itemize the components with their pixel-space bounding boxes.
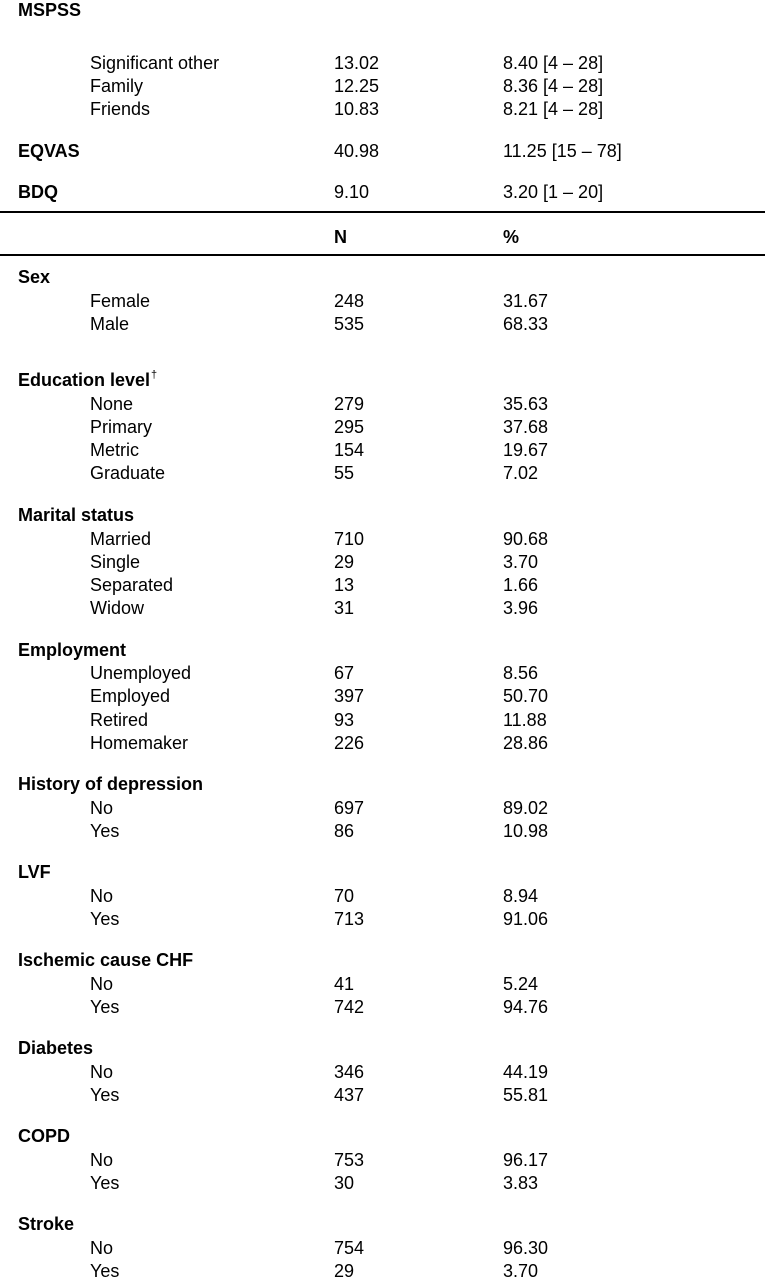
cell-value-1: 67 bbox=[334, 663, 355, 683]
cell-value-2: 96.30 bbox=[503, 1238, 549, 1258]
cell-value-1: 226 bbox=[334, 733, 365, 753]
row-label bbox=[90, 661, 191, 685]
row-label-text: No bbox=[90, 798, 114, 818]
row-label-text: Widow bbox=[90, 598, 145, 618]
cell-value-2: 94.76 bbox=[503, 997, 549, 1017]
footnote-marker: † bbox=[151, 369, 158, 381]
cell-value-1: 710 bbox=[334, 529, 365, 549]
cell-value-2: 19.67 bbox=[503, 440, 549, 460]
row-label-text: Homemaker bbox=[90, 733, 189, 753]
row-label bbox=[90, 312, 129, 336]
cell-value-2: 7.02 bbox=[503, 463, 539, 483]
row-label-text: Sex bbox=[18, 267, 51, 287]
row-label-text: No bbox=[90, 974, 114, 994]
cell-value-1: 29 bbox=[334, 552, 355, 572]
cell-value-1: 55 bbox=[334, 463, 355, 483]
table-row bbox=[0, 312, 765, 336]
table-section-row bbox=[0, 503, 765, 527]
column-header-row bbox=[0, 225, 765, 249]
table-row bbox=[0, 573, 765, 597]
row-label-text: Female bbox=[90, 291, 151, 311]
row-label-text: Metric bbox=[90, 440, 139, 460]
cell-value-2: 11.25 [15 – 78] bbox=[503, 141, 622, 161]
section-label bbox=[18, 368, 157, 392]
row-label-text: Married bbox=[90, 529, 152, 549]
row-label bbox=[90, 438, 139, 462]
section-label bbox=[18, 772, 203, 796]
row-label bbox=[90, 1171, 119, 1195]
table-section-row bbox=[0, 368, 765, 392]
row-label bbox=[90, 819, 119, 843]
table-row bbox=[0, 884, 765, 908]
table-row bbox=[0, 1236, 765, 1260]
cell-value-1: 437 bbox=[334, 1085, 365, 1105]
row-label bbox=[90, 415, 152, 439]
row-label bbox=[90, 527, 151, 551]
cell-value-2: 3.70 bbox=[503, 1261, 539, 1281]
row-label-text: COPD bbox=[18, 1126, 71, 1146]
cell-value-1: 31 bbox=[334, 598, 355, 618]
cell-value-1: 40.98 bbox=[334, 141, 380, 161]
row-label-text: None bbox=[90, 394, 134, 414]
cell-value-2: 11.88 bbox=[503, 710, 547, 730]
cell-value-1: 9.10 bbox=[334, 182, 370, 202]
row-label bbox=[90, 392, 133, 416]
cell-value-2: 31.67 bbox=[503, 291, 549, 311]
table-row bbox=[0, 907, 765, 931]
section-label bbox=[18, 265, 50, 289]
section-label bbox=[18, 139, 80, 163]
table-row bbox=[0, 527, 765, 551]
cell-value-2: 90.68 bbox=[503, 529, 549, 549]
table-row bbox=[0, 796, 765, 820]
table-section-row bbox=[0, 1036, 765, 1060]
table-rule-header bbox=[0, 254, 765, 256]
cell-value-1: 13.02 bbox=[334, 53, 380, 73]
cell-value-2: 3.20 [1 – 20] bbox=[503, 182, 604, 202]
column-header-percent: % bbox=[503, 227, 520, 247]
table-section-row bbox=[0, 180, 765, 204]
row-label-text: Family bbox=[90, 76, 143, 96]
table-row bbox=[0, 819, 765, 843]
cell-value-2: 8.36 [4 – 28] bbox=[503, 76, 604, 96]
row-label-text: Stroke bbox=[18, 1214, 75, 1234]
cell-value-1: 30 bbox=[334, 1173, 355, 1193]
table-section-row bbox=[0, 860, 765, 884]
row-label bbox=[90, 731, 188, 755]
cell-value-1: 346 bbox=[334, 1062, 365, 1082]
row-label-text: Unemployed bbox=[90, 663, 192, 683]
table-row bbox=[0, 550, 765, 574]
cell-value-2: 3.70 bbox=[503, 552, 539, 572]
table-row bbox=[0, 1083, 765, 1107]
row-label-text: Employed bbox=[90, 686, 171, 706]
cell-value-1: 713 bbox=[334, 909, 365, 929]
table-section-row bbox=[0, 0, 765, 22]
column-header-n: N bbox=[334, 227, 347, 247]
cell-value-2: 28.86 bbox=[503, 733, 549, 753]
cell-value-2: 37.68 bbox=[503, 417, 549, 437]
row-label-text: Employment bbox=[18, 640, 127, 660]
cell-value-1: 295 bbox=[334, 417, 365, 437]
table-row bbox=[0, 995, 765, 1019]
table-row bbox=[0, 1259, 765, 1283]
cell-value-2: 50.70 bbox=[503, 686, 549, 706]
table-row bbox=[0, 684, 765, 708]
row-label-text: Single bbox=[90, 552, 141, 572]
section-label bbox=[18, 860, 51, 884]
row-label bbox=[90, 74, 143, 98]
section-label bbox=[18, 1212, 74, 1236]
table-row bbox=[0, 1060, 765, 1084]
section-label bbox=[18, 180, 58, 204]
row-label-text: Yes bbox=[90, 997, 120, 1017]
row-label bbox=[90, 1083, 119, 1107]
table-rule-top bbox=[0, 211, 765, 213]
cell-value-2: 8.21 [4 – 28] bbox=[503, 99, 604, 119]
table-section-row bbox=[0, 638, 765, 662]
cell-value-2: 8.40 [4 – 28] bbox=[503, 53, 604, 73]
cell-value-1: 154 bbox=[334, 440, 365, 460]
cell-value-1: 248 bbox=[334, 291, 365, 311]
table-section-row bbox=[0, 1212, 765, 1236]
table-row bbox=[0, 461, 765, 485]
row-label-text: Male bbox=[90, 314, 130, 334]
cell-value-1: 41 bbox=[334, 974, 355, 994]
table-row bbox=[0, 708, 765, 732]
table-section-row bbox=[0, 1124, 765, 1148]
row-label bbox=[90, 550, 140, 574]
row-label-text: No bbox=[90, 1150, 114, 1170]
row-label-text: No bbox=[90, 886, 114, 906]
table-section-row bbox=[0, 139, 765, 163]
cell-value-1: 754 bbox=[334, 1238, 365, 1258]
table-row bbox=[0, 415, 765, 439]
row-label-text: History of depression bbox=[18, 774, 204, 794]
row-label bbox=[90, 796, 113, 820]
section-label bbox=[18, 948, 193, 972]
row-label bbox=[90, 51, 219, 75]
row-label-text: EQVAS bbox=[18, 141, 80, 161]
cell-value-1: 279 bbox=[334, 394, 365, 414]
row-label-text: Marital status bbox=[18, 505, 135, 525]
row-label bbox=[90, 1259, 119, 1283]
row-label bbox=[90, 1148, 113, 1172]
cell-value-2: 55.81 bbox=[503, 1085, 549, 1105]
row-label-text: No bbox=[90, 1238, 114, 1258]
row-label bbox=[90, 907, 119, 931]
section-label bbox=[18, 1036, 93, 1060]
row-label-text: Friends bbox=[90, 99, 151, 119]
row-label-text: Separated bbox=[90, 575, 174, 595]
row-label bbox=[90, 97, 150, 121]
cell-value-1: 86 bbox=[334, 821, 355, 841]
section-label bbox=[18, 0, 81, 22]
table-section-row bbox=[0, 772, 765, 796]
cell-value-1: 13 bbox=[334, 575, 355, 595]
table-row bbox=[0, 438, 765, 462]
row-label bbox=[90, 1236, 113, 1260]
table-section-row bbox=[0, 265, 765, 289]
row-label-text: LVF bbox=[18, 862, 51, 882]
cell-value-2: 68.33 bbox=[503, 314, 549, 334]
cell-value-2: 3.96 bbox=[503, 598, 539, 618]
cell-value-1: 742 bbox=[334, 997, 365, 1017]
table-row bbox=[0, 74, 765, 98]
row-label-text: Education level bbox=[18, 370, 151, 390]
cell-value-2: 3.83 bbox=[503, 1173, 539, 1193]
row-label-text: Significant other bbox=[90, 53, 220, 73]
cell-value-1: 10.83 bbox=[334, 99, 380, 119]
row-label bbox=[90, 461, 165, 485]
cell-value-2: 1.66 bbox=[503, 575, 539, 595]
cell-value-1: 397 bbox=[334, 686, 365, 706]
table-row bbox=[0, 596, 765, 620]
cell-value-1: 535 bbox=[334, 314, 365, 334]
table-row bbox=[0, 392, 765, 416]
cell-value-2: 44.19 bbox=[503, 1062, 549, 1082]
cell-value-2: 96.17 bbox=[503, 1150, 549, 1170]
table-row bbox=[0, 1171, 765, 1195]
row-label-text: BDQ bbox=[18, 182, 58, 202]
table-row bbox=[0, 972, 765, 996]
cell-value-2: 5.24 bbox=[503, 974, 539, 994]
table-section-row bbox=[0, 948, 765, 972]
row-label-text: No bbox=[90, 1062, 114, 1082]
row-label-text: Yes bbox=[90, 1261, 120, 1281]
row-label-text: Primary bbox=[90, 417, 152, 437]
table-row bbox=[0, 289, 765, 313]
row-label-text: Yes bbox=[90, 909, 120, 929]
cell-value-1: 697 bbox=[334, 798, 365, 818]
row-label bbox=[90, 708, 148, 732]
table-row bbox=[0, 97, 765, 121]
cell-value-1: 70 bbox=[334, 886, 355, 906]
row-label-text: Diabetes bbox=[18, 1038, 94, 1058]
row-label bbox=[90, 884, 113, 908]
table-row bbox=[0, 51, 765, 75]
cell-value-2: 10.98 bbox=[503, 821, 549, 841]
row-label-text: Yes bbox=[90, 1085, 120, 1105]
cell-value-1: 29 bbox=[334, 1261, 355, 1281]
row-label-text: Ischemic cause CHF bbox=[18, 950, 194, 970]
cell-value-1: 93 bbox=[334, 710, 355, 730]
table-row bbox=[0, 1148, 765, 1172]
cell-value-2: 8.94 bbox=[503, 886, 539, 906]
row-label-text: Graduate bbox=[90, 463, 166, 483]
section-label bbox=[18, 503, 134, 527]
cell-value-2: 35.63 bbox=[503, 394, 549, 414]
row-label bbox=[90, 995, 119, 1019]
cell-value-2: 8.56 bbox=[503, 663, 539, 683]
section-label bbox=[18, 1124, 70, 1148]
cell-value-1: 753 bbox=[334, 1150, 365, 1170]
row-label bbox=[90, 289, 150, 313]
cell-value-2: 91.06 bbox=[503, 909, 549, 929]
cell-value-1: 12.25 bbox=[334, 76, 380, 96]
row-label bbox=[90, 1060, 113, 1084]
row-label-text: Yes bbox=[90, 821, 120, 841]
row-label-text: MSPSS bbox=[18, 0, 82, 20]
row-label bbox=[90, 684, 170, 708]
table-row bbox=[0, 731, 765, 755]
table-row bbox=[0, 661, 765, 685]
row-label-text: Retired bbox=[90, 710, 149, 730]
section-label bbox=[18, 638, 126, 662]
row-label-text: Yes bbox=[90, 1173, 120, 1193]
row-label bbox=[90, 573, 173, 597]
row-label bbox=[90, 596, 144, 620]
row-label bbox=[90, 972, 113, 996]
cell-value-2: 89.02 bbox=[503, 798, 549, 818]
